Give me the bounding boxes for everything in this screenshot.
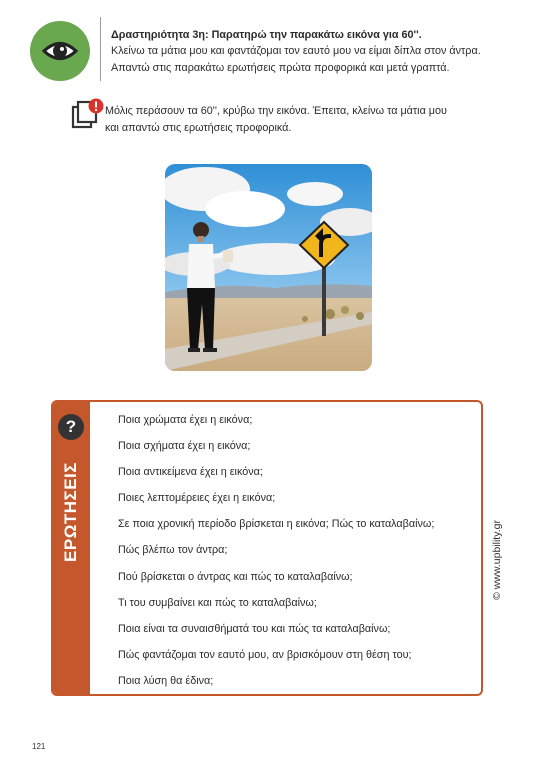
question-item: Ποια λύση θα έδινα; <box>118 674 214 687</box>
activity-instructions <box>111 27 521 76</box>
questions-panel <box>51 400 483 696</box>
questions-band <box>53 402 90 694</box>
header-divider <box>100 17 101 81</box>
question-item: Ποια σχήματα έχει η εικόνα; <box>118 440 251 453</box>
eye-icon <box>30 21 90 81</box>
activity-title: Δραστηριότητα 3η: Παρατηρώ την παρακάτω εικόνα για 60''. <box>111 29 422 41</box>
question-item: Ποια χρώματα έχει η εικόνα; <box>118 414 253 426</box>
question-item: Πώς φαντάζομαι τον εαυτό μου, αν βρισκόμουν στη θέση του; <box>118 648 412 661</box>
questions-list <box>118 412 478 696</box>
question-item: Πού βρίσκεται ο άντρας και πώς το καταλαβαίνω; <box>118 570 353 583</box>
hide-image-note <box>105 103 485 136</box>
page-number: 121 <box>32 742 46 751</box>
activity-line-1: Κλείνω τα μάτια μου και φαντάζομαι τον εαυτό μου να είμαι δίπλα στον άντρα. <box>111 45 481 58</box>
question-item: Πώς βλέπω τον άντρα; <box>118 544 228 557</box>
copy-alert-icon <box>71 97 105 131</box>
questions-heading: ΕΡΩΤΗΣΕΙΣ <box>61 462 80 562</box>
question-item: Ποιες λεπτομέρειες έχει η εικόνα; <box>118 492 276 505</box>
man-with-road-sign-photo <box>165 164 372 371</box>
question-item: Ποια αντικείμενα έχει η εικόνα; <box>118 466 263 479</box>
question-mark-icon: ? <box>58 414 84 440</box>
question-item: Ποια είναι τα συναισθήματά του και πώς τα καταλαβαίνω; <box>118 622 391 635</box>
copyright-text: © www.upbility.gr <box>491 520 503 600</box>
question-item: Τι του συμβαίνει και πώς το καταλαβαίνω; <box>118 596 317 609</box>
note-line-2: και απαντώ στις ερωτήσεις προφορικά. <box>105 121 292 134</box>
activity-line-2: Απαντώ στις παρακάτω ερωτήσεις πρώτα προφορικά και μετά γραπτά. <box>111 61 450 74</box>
question-item: Σε ποια χρονική περίοδο βρίσκεται η εικόνα; Πώς το καταλαβαίνω; <box>118 518 435 531</box>
eye-icon-badge <box>30 21 90 81</box>
note-line-1: Μόλις περάσουν τα 60'', κρύβω την εικόνα. Έπειτα, κλείνω τα μάτια μου <box>105 105 447 117</box>
